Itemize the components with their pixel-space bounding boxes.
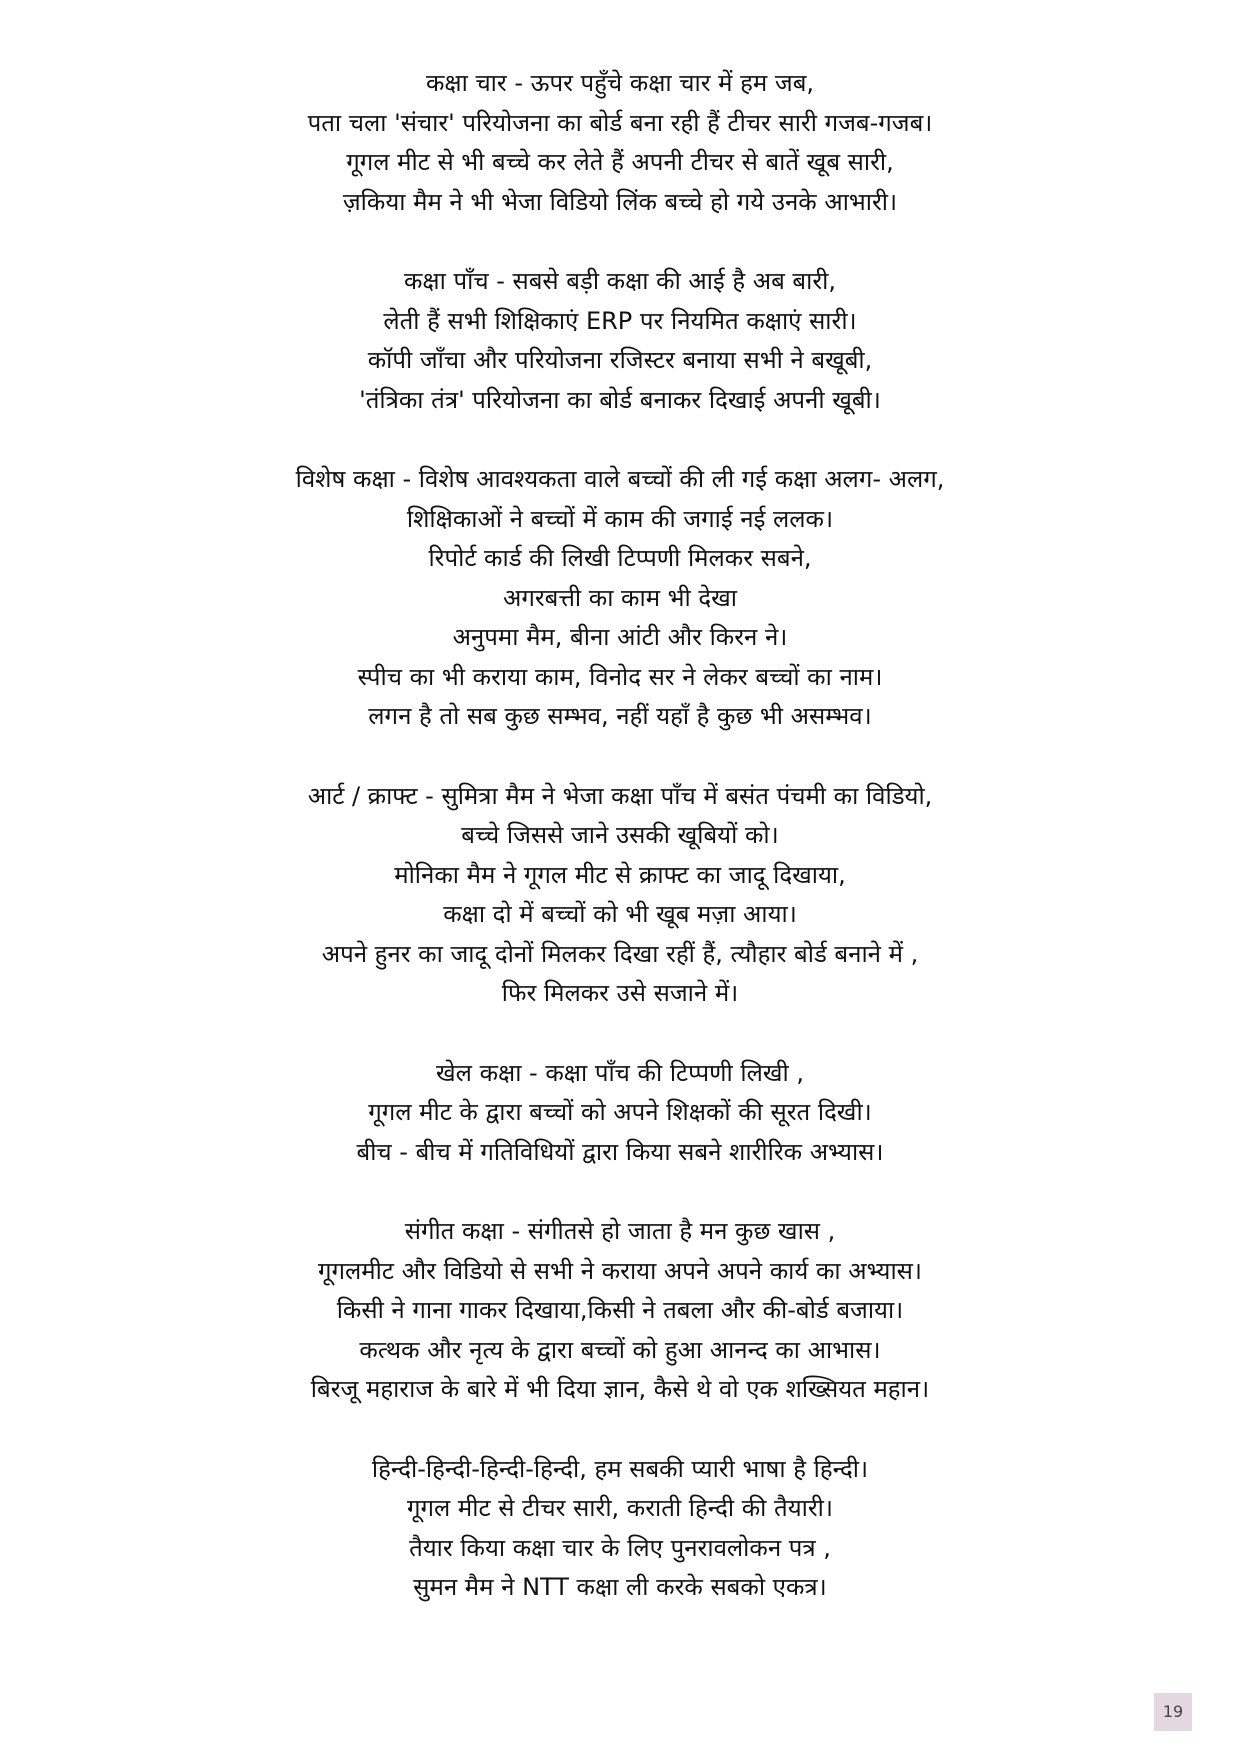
stanza-hindi — [120, 1450, 1120, 1608]
poem-line: ज़किया मैम ने भी भेजा विडियो लिंक बच्चे हो गये उनके आभारी। — [342, 187, 898, 216]
poem-line: पता चला 'संचार' परियोजना का बोर्ड बना रही हैं टीचर सारी गजब-गजब। — [307, 108, 933, 137]
poem-line: कक्षा पाँच - सबसे बड़ी कक्षा की आई है अब बारी, — [404, 267, 836, 295]
poem-line: कक्षा दो में बच्चों को भी खूब मज़ा आया। — [443, 900, 797, 928]
poem-line: गूगल मीट के द्वारा बच्चों को अपने शिक्षकों की सूरत दिखी। — [368, 1098, 872, 1126]
poem-line: मोनिका मैम ने गूगल मीट से क्राफ्ट का जादू दिखाया, — [394, 860, 846, 889]
page-number: 19 — [1154, 1693, 1192, 1731]
stanza-class-four — [120, 64, 1120, 222]
poem-line: संगीत कक्षा - संगीतसे हो जाता है मन कुछ खास , — [404, 1217, 836, 1245]
stanza-music-class — [120, 1212, 1120, 1410]
poem-line: खेल कक्षा - कक्षा पाँच की टिप्पणी लिखी , — [436, 1058, 804, 1087]
poem-line: गूगल मीट से भी बच्चे कर लेते हैं अपनी टीचर से बातें खूब सारी, — [346, 148, 894, 176]
poem-line: गूगलमीट और विडियो से सभी ने कराया अपने अपने कार्य का अभ्यास। — [317, 1256, 923, 1285]
poem-line: किसी ने गाना गाकर दिखाया,किसी ने तबला और की-बोर्ड बजाया। — [336, 1296, 904, 1324]
poem-body — [120, 64, 1120, 1648]
poem-line: रिपोर्ट कार्ड की लिखी टिप्पणी मिलकर सबने, — [428, 544, 812, 572]
poem-line: लगन है तो सब कुछ सम्भव, नहीं यहाँ है कुछ भी असम्भव। — [368, 702, 872, 730]
stanza-art-craft — [120, 777, 1120, 1014]
poem-line: बिरजू महाराज के बारे में भी दिया ज्ञान, कैसे थे वो एक शख्सियत महान। — [310, 1375, 930, 1403]
poem-line: कॉपी जाँचा और परियोजना रजिस्टर बनाया सभी ने बखूबी, — [367, 346, 873, 374]
poem-line: फिर मिलकर उसे सजाने में। — [501, 979, 739, 1007]
poem-line: अगरबत्ती का काम भी देखा — [502, 583, 737, 612]
poem-line: लेती हैं सभी शिक्षिकाएं ERP पर नियमित कक्षाएं सारी। — [383, 306, 857, 335]
stanza-special-class — [120, 460, 1120, 737]
poem-line: 'तंत्रिका तंत्र' परियोजना का बोर्ड बनाकर दिखाई अपनी खूबी। — [359, 385, 881, 414]
poem-line: कत्थक और नृत्य के द्वारा बच्चों को हुआ आनन्द का आभास। — [359, 1335, 881, 1364]
poem-line: आर्ट / क्राफ्ट - सुमित्रा मैम ने भेजा कक्षा पाँच में बसंत पंचमी का विडियो, — [307, 781, 933, 810]
poem-line: तैयार किया कक्षा चार के लिए पुनरावलोकन पत्र , — [409, 1533, 831, 1562]
poem-line: स्पीच का भी कराया काम, विनोद सर ने लेकर बच्चों का नाम। — [357, 662, 883, 691]
stanza-sports-class — [120, 1054, 1120, 1173]
poem-line: हिन्दी-हिन्दी-हिन्दी-हिन्दी, हम सबकी प्यारी भाषा है हिन्दी। — [371, 1454, 869, 1483]
poem-line: कक्षा चार - ऊपर पहुँचे कक्षा चार में हम जब, — [425, 69, 815, 97]
poem-line: गूगल मीट से टीचर सारी, कराती हिन्दी की तैयारी। — [407, 1494, 833, 1522]
poem-line: अपने हुनर का जादू दोनों मिलकर दिखा रहीं हैं, त्यौहार बोर्ड बनाने में , — [321, 939, 919, 968]
poem-line: शिक्षिकाओं ने बच्चों में काम की जगाई नई ललक। — [406, 504, 834, 533]
poem-line: अनुपमा मैम, बीना आंटी और किरन ने। — [452, 623, 788, 651]
stanza-class-five — [120, 262, 1120, 420]
poem-line: बच्चे जिससे जाने उसकी खूबियों को। — [461, 821, 779, 849]
poem-line: विशेष कक्षा - विशेष आवश्यकता वाले बच्चों की ली गई कक्षा अलग- अलग, — [295, 465, 945, 493]
poem-line: सुमन मैम ने NTT कक्षा ली करके सबको एकत्र। — [413, 1573, 827, 1601]
poem-line: बीच - बीच में गतिविधियों द्वारा किया सबने शारीरिक अभ्यास। — [356, 1137, 884, 1166]
